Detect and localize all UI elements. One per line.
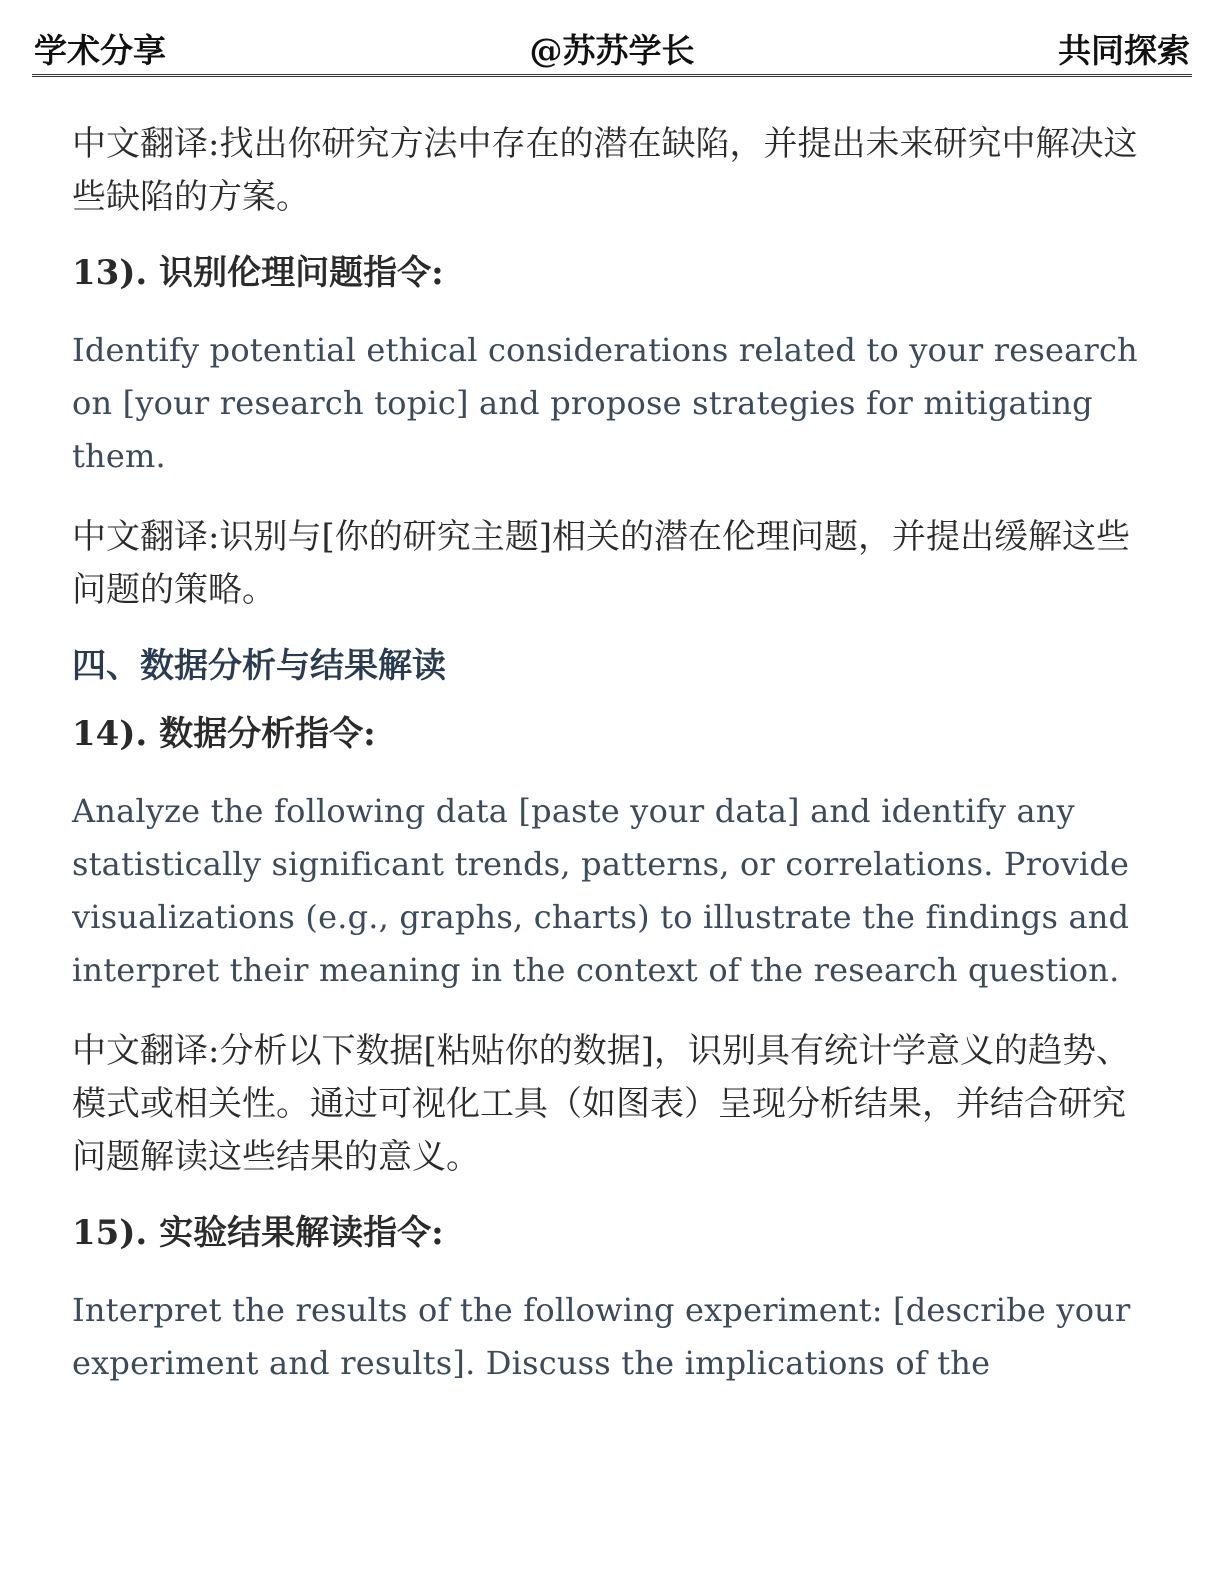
header-left-label: 学术分享 — [34, 31, 166, 70]
section-14-prompt: Analyze the following data [paste your data] and identify any statistically significant trends, patterns, or correlations. Provide visualizations (e.g., graphs, charts) to illustrate the findings and interpret their meaning in the context of the research question. — [72, 792, 1130, 989]
section-13-prompt: Identify potential ethical considerations related to your research on [your research topic] and propose strategies for mitigating them. — [72, 331, 1138, 475]
header-author: @苏苏学长 — [529, 31, 695, 70]
page-header — [32, 28, 1192, 77]
header-right-label: 共同探索 — [1058, 31, 1190, 70]
part-4-heading: 四、数据分析与结果解读 — [72, 646, 446, 686]
section-14-heading: 14). 数据分析指令: — [72, 714, 376, 754]
section-13-heading: 13). 识别伦理问题指令: — [72, 253, 444, 293]
section-13-translation: 中文翻译:识别与[你的研究主题]相关的潜在伦理问题，并提出缓解这些问题的策略。 — [72, 517, 1130, 610]
translation-paragraph: 中文翻译:找出你研究方法中存在的潜在缺陷，并提出未来研究中解决这些缺陷的方案。 — [72, 124, 1138, 217]
section-15-heading: 15). 实验结果解读指令: — [72, 1213, 444, 1253]
section-15-prompt: Interpret the results of the following experiment: [describe your experiment and results]. Discuss the implications of the — [72, 1291, 1131, 1382]
document-body — [72, 118, 1152, 1418]
section-14-translation: 中文翻译:分析以下数据[粘贴你的数据]，识别具有统计学意义的趋势、模式或相关性。通过可视化工具（如图表）呈现分析结果，并结合研究问题解读这些结果的意义。 — [72, 1031, 1130, 1177]
